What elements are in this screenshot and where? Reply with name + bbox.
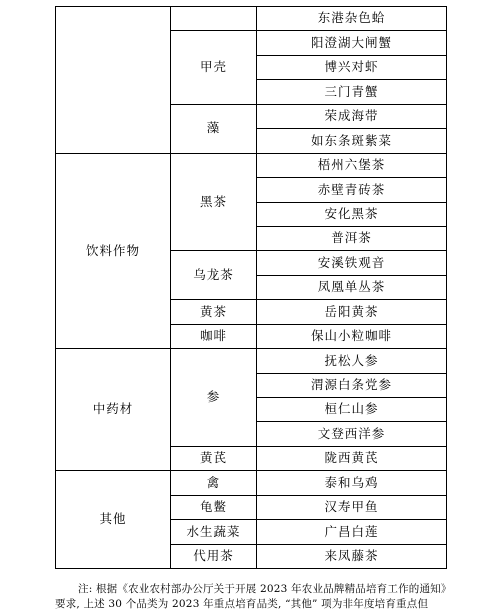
brand-cell: 渭源白条党参	[257, 373, 447, 397]
subcategory-cell: 咖啡	[171, 324, 257, 348]
footnote-line: 注: 根据《农业农村部办公厅关于开展 2023 年农业品牌精品培育工作的通知》	[78, 583, 452, 595]
brand-cell: 阳澄湖大闸蟹	[257, 31, 447, 55]
brand-cell: 广昌白莲	[257, 520, 447, 544]
brand-cell: 抚松人参	[257, 349, 447, 373]
subcategory-cell	[171, 7, 257, 31]
category-cell: 中药材	[56, 349, 171, 471]
brand-cell: 荣成海带	[257, 104, 447, 128]
brand-cell: 泰和乌鸡	[257, 471, 447, 495]
brand-cell: 普洱茶	[257, 226, 447, 250]
brand-cell: 凤凰单丛茶	[257, 275, 447, 299]
table-row	[56, 349, 447, 373]
subcategory-cell: 黄茶	[171, 300, 257, 324]
brand-cell: 三门青蟹	[257, 80, 447, 104]
subcategory-cell: 藻	[171, 104, 257, 153]
brand-cell: 如东条斑紫菜	[257, 129, 447, 153]
subcategory-cell: 禽	[171, 471, 257, 495]
brand-cell: 赤壁青砖茶	[257, 178, 447, 202]
brand-cell: 安化黑茶	[257, 202, 447, 226]
category-cell: 其他	[56, 471, 171, 569]
table-row	[56, 153, 447, 177]
category-cell	[56, 7, 171, 154]
brand-cell: 桓仁山参	[257, 398, 447, 422]
brand-cell: 岳阳黄茶	[257, 300, 447, 324]
footnote-line: 要求, 上述 30 个品类为 2023 年重点培育品类, “其他” 项为非年度培育重点但	[55, 598, 429, 610]
subcategory-cell: 黑茶	[171, 153, 257, 251]
subcategory-cell: 参	[171, 349, 257, 447]
brand-cell: 陇西黄芪	[257, 446, 447, 470]
subcategory-cell: 水生蔬菜	[171, 520, 257, 544]
brand-cell: 安溪铁观音	[257, 251, 447, 275]
subcategory-cell: 黄芪	[171, 446, 257, 470]
brand-cell: 东港杂色蛤	[257, 7, 447, 31]
category-cell: 饮料作物	[56, 153, 171, 349]
subcategory-cell: 代用茶	[171, 544, 257, 568]
brand-cell: 来凤藤茶	[257, 544, 447, 568]
brand-cell: 博兴对虾	[257, 55, 447, 79]
brand-cell: 保山小粒咖啡	[257, 324, 447, 348]
subcategory-cell: 龟鳖	[171, 495, 257, 519]
brand-cell: 汉寿甲鱼	[257, 495, 447, 519]
table-footnote	[55, 582, 485, 612]
table-row	[56, 7, 447, 31]
brand-table	[55, 6, 447, 569]
table-row	[56, 471, 447, 495]
brand-cell: 梧州六堡茶	[257, 153, 447, 177]
subcategory-cell: 乌龙茶	[171, 251, 257, 300]
brand-cell: 文登西洋参	[257, 422, 447, 446]
subcategory-cell: 甲壳	[171, 31, 257, 104]
